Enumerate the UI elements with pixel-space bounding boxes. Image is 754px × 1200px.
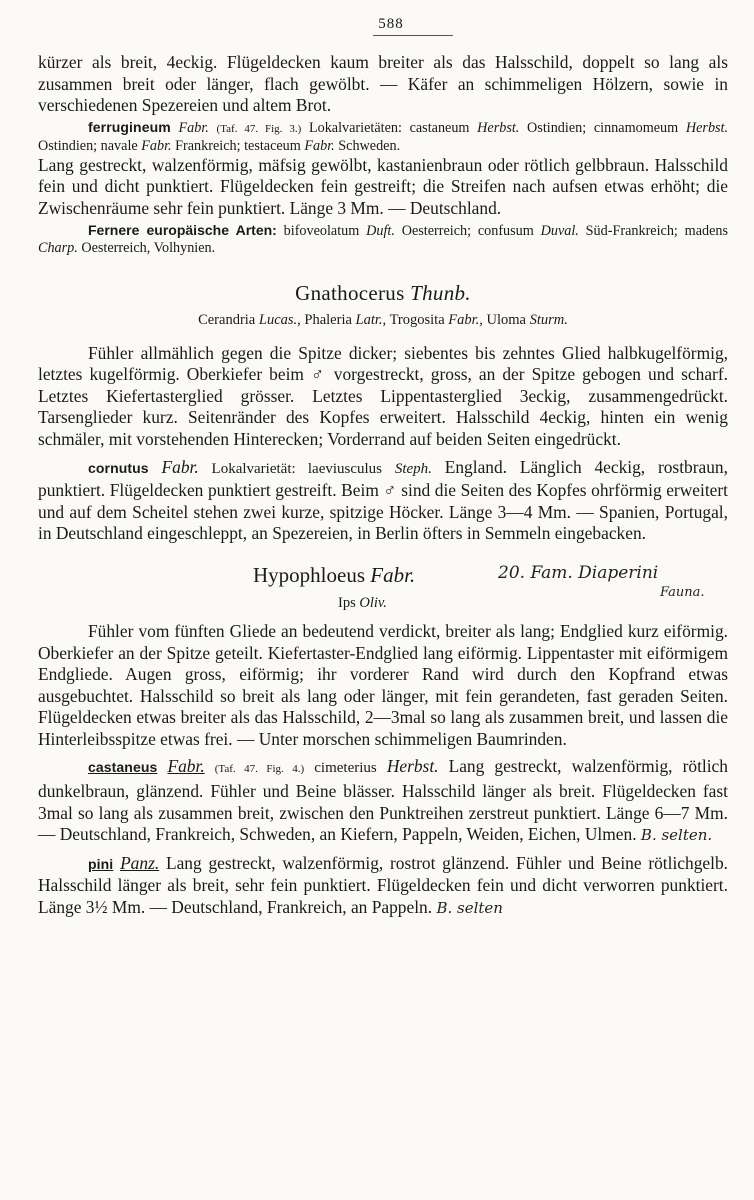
variety-locality: Ostindien; navale <box>38 137 138 154</box>
species-name: pini <box>88 855 114 872</box>
ferrugineum-entry <box>38 119 728 155</box>
synonym-author: Herbst. <box>386 756 439 777</box>
genus-author: Fabr. <box>370 562 416 587</box>
species-author: Fabr. <box>161 456 199 477</box>
variety-author: Fabr. <box>304 137 335 154</box>
genus-author: Thunb. <box>410 280 471 305</box>
genus-name: Gnathocerus <box>295 280 405 305</box>
varieties-label: Lokalvarietäten: castaneum <box>308 119 470 136</box>
synonym: Phaleria <box>304 311 352 328</box>
handwritten-note: B. selten <box>436 899 503 918</box>
page-number-rule <box>373 35 453 36</box>
genus-synonyms <box>38 312 728 329</box>
plate-reference: (Taf. 47. Fig. 3.) <box>216 122 302 135</box>
species-name: castaneus <box>88 759 158 776</box>
intro-paragraph: kürzer als breit, 4eckig. Flügeldecken kaum breiter als das Halsschild, doppelt so lang als zusammen breit oder länger, flach gewölbt. — Käfer an schimmeligen Hölzern, sowie in verschiedenen Spezereien und altem Brot. <box>38 52 728 116</box>
gnathocerus-description: Fühler allmählich gegen die Spitze dicker; siebentes bis zehntes Glied halbkugelförmig, letztes kugelförmig. Oberkiefer beim ♂ vorgestreckt, gross, an der Spitze gebogen und scharf. Letztes Kiefertasterglied grösser. Letztes Lippentasterglied 3eckig, zusammengedrückt. Tarsenglieder kurz. Seitenränder des Kopfes erweitert. Halsschild 4eckig, hinten ein wenig schmäler, mit vorstehenden Hinterecken; Vorderrand auf beiden Seiten eingedrückt. <box>38 342 728 449</box>
plate-reference: (Taf. 47. Fig. 4.) <box>214 763 305 776</box>
synonym: Cerandria <box>198 311 256 328</box>
synonym: Trogosita <box>389 311 445 328</box>
synonym-author: Oliv. <box>359 594 387 611</box>
species-locality: Süd-Frankreich; madens <box>585 222 729 239</box>
handwritten-family-note: 20. Fam. Diaperini <box>498 562 659 583</box>
species-locality: Oesterreich, Volhynien. <box>81 239 216 256</box>
page-number: 588 <box>378 16 404 32</box>
variety-locality: Ostindien; cinnamomeum <box>527 119 679 136</box>
book-page <box>38 16 728 920</box>
castaneus-description: Lang gestreckt, walzenförmig, rötlich dunkelbraun, glänzend. Fühler und Beine blässer. Halsschild länger als breit. Flügeldecken fast 3mal so lang als zusammen breit, zwischen den Punktreihen zerstreut punktiert. Länge 6—7 Mm. — Deutschland, Frankreich, Schweden, an Kiefern, Pappeln, Weiden, Eichen, Ulmen. <box>38 756 728 845</box>
species-locality: Oesterreich; confusum <box>401 222 534 239</box>
fernere-label: Fernere europäische Arten: <box>88 221 277 238</box>
genus-name: Hypophloeus <box>253 562 365 587</box>
variety-author: Herbst. <box>477 119 520 136</box>
species-author: Duval. <box>540 222 579 239</box>
synonym: Uloma <box>486 311 526 328</box>
fernere-arten <box>38 222 728 257</box>
variety-author: Steph. <box>394 460 432 477</box>
variety-author: Herbst. <box>685 119 729 136</box>
synonym: Ips <box>338 594 356 611</box>
handwritten-note: B. selten. <box>640 826 713 845</box>
genus-heading <box>38 563 728 621</box>
castaneus-entry <box>38 756 728 846</box>
pini-description: Lang gestreckt, walzenförmig, rostrot glänzend. Fühler und Beine rötlichgelb. Halsschild länger als breit, sehr fein punktiert. Flügeldecken fein und dicht verworren punktiert. Länge 3½ Mm. — Deutschland, Frankreich, an Pappeln. <box>38 852 729 918</box>
species-author: Duft. <box>366 222 395 239</box>
species-name: bifoveolatum <box>283 222 360 239</box>
genus-heading <box>38 281 728 306</box>
synonym-author: Sturm. <box>529 311 568 328</box>
pini-entry <box>38 853 728 920</box>
species-author: Fabr. <box>167 756 205 777</box>
variety-locality: Schweden. <box>338 137 401 154</box>
synonym-author: Fabr., <box>448 311 483 328</box>
variety-author: Fabr. <box>141 137 172 154</box>
variety-locality: Frankreich; testaceum <box>175 137 301 154</box>
cornutus-entry <box>38 457 728 545</box>
handwritten-fauna-note: Fauna. <box>660 584 705 600</box>
genus-title <box>253 563 415 588</box>
synonym: cimeterius <box>314 760 377 777</box>
species-name: cornutus <box>88 459 149 476</box>
hypophloeus-description: Fühler vom fünften Gliede an bedeutend verdickt, breiter als lang; Endglied kurz eiförmig. Oberkiefer an der Spitze geteilt. Kiefertaster-Endglied lang eiförmig. Lippentaster mit eiförmigem Endgliede. Augen gross, eiförmig; ihr vorderer Rand wird durch den Kopfrand etwas ausgebuchtet. Halsschild so breit als lang oder länger, mit fein gerandeten, fast geraden Seiten. Flügeldecken etwas breiter als das Halsschild, 2—3mal so lang als zusammen breit, und lassen die Hinterleibsspitze etwas frei. — Unter morschen schimmeligen Baumrinden. <box>38 620 728 749</box>
ferrugineum-description: Lang gestreckt, walzenförmig, mäfsig gewölbt, kastanienbraun oder rötlich gelbbraun. Halsschild fein und dicht punktiert. Flügeldecken fein gestreift; die Streifen nach aufsen etwas erhöht; die Zwischenräume sehr fein punktiert. Länge 3 Mm. — Deutschland. <box>38 154 728 218</box>
species-author: Fabr. <box>178 119 209 136</box>
species-author: Charp. <box>38 239 78 256</box>
synonym-author: Latr., <box>355 311 387 328</box>
species-author: Panz. <box>120 852 160 873</box>
species-name: ferrugineum <box>88 118 171 135</box>
cornutus-description: England. Länglich 4eckig, rostbraun, punktiert. Flügeldecken punktiert gestreift. Beim ♂ sind die Seiten des Kopfes ohrförmig erweitert und auf dem Scheitel stehen zwei kurze, spitzige Höcker. Länge 3—4 Mm. — Spanien, Portugal, in Deutschland eingeschleppt, an Spezereien, in Berlin öfters in Semmeln eingebacken. <box>38 456 728 544</box>
synonym-author: Lucas., <box>258 311 301 328</box>
genus-synonym <box>338 595 387 612</box>
variety-label: Lokalvarietät: laeviusculus <box>211 460 383 477</box>
